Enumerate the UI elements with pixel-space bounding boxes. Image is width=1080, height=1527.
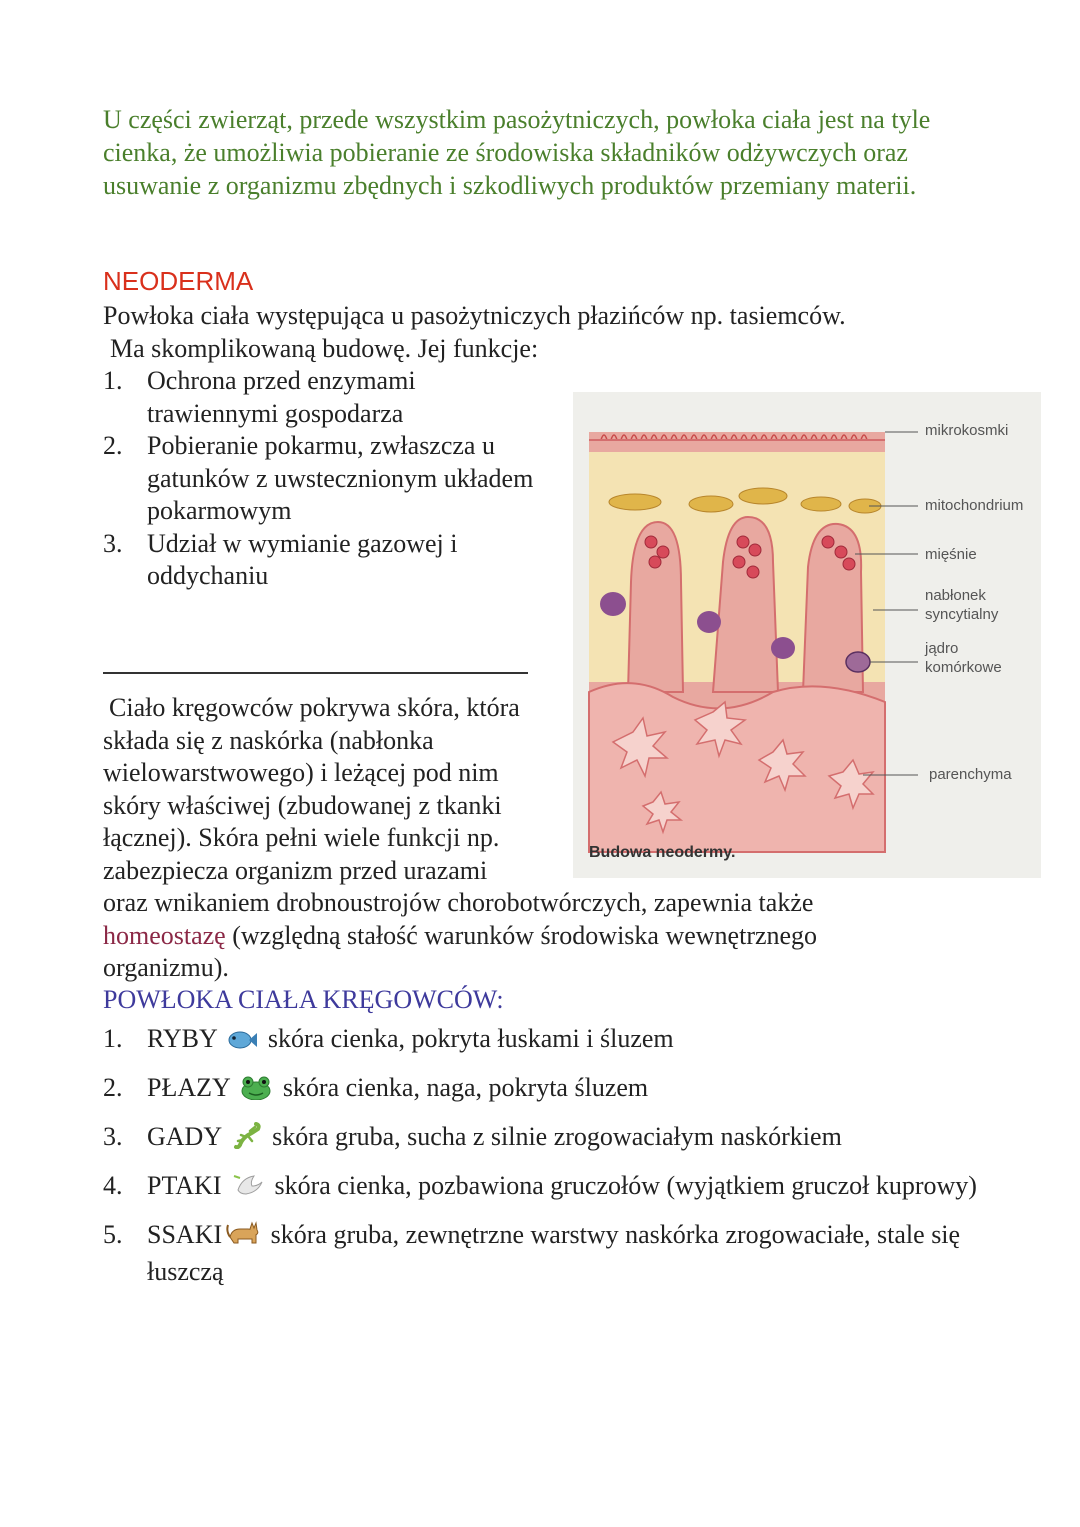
label-mikrokosmki: mikrokosmki xyxy=(925,422,1009,439)
neoderma-heading: NEODERMA xyxy=(103,266,254,296)
list-number: 1. xyxy=(103,1024,123,1053)
class-description: skóra cienka, pozbawiona gruczołów (wyjątkiem gruczoł kuprowy) xyxy=(274,1171,977,1200)
vertebrate-skin-heading: POWŁOKA CIAŁA KRĘGOWCÓW: xyxy=(103,985,504,1014)
list-item xyxy=(103,430,543,528)
list-number: 3. xyxy=(103,1122,123,1151)
cat-icon xyxy=(226,1219,260,1255)
list-number: 4. xyxy=(103,1171,123,1200)
vertebrate-skin-list xyxy=(103,1022,983,1300)
divider xyxy=(103,672,528,674)
class-name: SSAKI xyxy=(147,1220,223,1249)
class-name: GADY xyxy=(147,1122,222,1151)
list-item xyxy=(103,1120,983,1157)
list-number: 2. xyxy=(103,1073,123,1102)
list-item xyxy=(103,365,543,430)
list-text xyxy=(147,1120,983,1157)
list-item xyxy=(103,1022,983,1059)
frog-icon xyxy=(240,1075,272,1108)
list-number: 5. xyxy=(103,1220,123,1249)
list-number: 1. xyxy=(103,366,123,395)
figure-caption: Budowa neodermy. xyxy=(589,844,736,861)
label-nablonek: nabłonek xyxy=(925,587,986,604)
neoderma-description: Powłoka ciała występująca u pasożytniczych płazińców np. tasiemców. xyxy=(103,301,846,330)
list-number: 3. xyxy=(103,528,123,558)
neoderma-functions-intro: Ma skomplikowaną budowę. Jej funkcje: xyxy=(110,334,539,363)
list-item xyxy=(103,1169,983,1206)
list-item xyxy=(103,1071,983,1108)
class-description: skóra cienka, pokryta łuskami i śluzem xyxy=(267,1024,674,1053)
class-description: skóra gruba, zewnętrzne warstwy naskórka zrogowaciałe, stale się łuszczą xyxy=(147,1220,961,1286)
list-item xyxy=(103,1218,983,1288)
list-number: 2. xyxy=(103,431,123,460)
class-name: PŁAZY xyxy=(147,1073,230,1102)
list-text xyxy=(147,1169,983,1206)
label-miesnie: mięśnie xyxy=(925,546,977,563)
label-syncytialny: syncytialny xyxy=(925,606,999,623)
list-text: Pobieranie pokarmu, zwłaszcza u gatunków z uwstecznionym układem pokarmowym xyxy=(147,431,534,525)
class-name: PTAKI xyxy=(147,1171,222,1200)
list-text xyxy=(147,1218,983,1288)
list-text: Udział w wymianie gazowej i oddychaniu xyxy=(147,528,458,590)
list-text xyxy=(147,1071,983,1108)
neoderma-functions-list xyxy=(103,365,543,593)
list-text xyxy=(147,1022,983,1059)
label-komorkowe: komórkowe xyxy=(925,659,1002,676)
label-parenchyma: parenchyma xyxy=(929,766,1012,783)
lizard-icon xyxy=(232,1121,262,1157)
list-text: Ochrona przed enzymami trawiennymi gospodarza xyxy=(147,366,416,428)
class-description: skóra gruba, sucha z silnie zrogowaciałym naskórkiem xyxy=(272,1122,842,1151)
homeostasis-term: homeostazę xyxy=(103,920,226,950)
list-item xyxy=(103,528,543,593)
skin-paragraph xyxy=(103,692,883,985)
label-mitochondrium: mitochondrium xyxy=(925,497,1024,514)
float-spacer xyxy=(523,692,883,882)
intro-paragraph: U części zwierząt, przede wszystkim pasożytniczych, powłoka ciała jest na tyle cienka, że umożliwia pobieranie ze środowiska składników odżywczych oraz usuwanie z organizmu zbędnych i szkodliwych produktów przemiany materii. xyxy=(103,105,931,200)
skin-text-before: Ciało kręgowców pokrywa skóra, która składa się z naskórka (nabłonka wielowarstwowego) i leżącej pod nim skóry właściwej (zbudowanej z tkanki łącznej). Skóra pełni wiele funkcji np. zabezpiecza organizm przed urazami oraz wnikaniem drobnoustrojów chorobotwórczych, zapewnia także xyxy=(103,693,814,917)
skin-text-after: (względną stałość warunków środowiska wewnętrznego organizmu). xyxy=(103,920,818,982)
label-jadro: jądro xyxy=(925,640,959,657)
dove-icon xyxy=(232,1170,264,1206)
class-description: skóra cienka, naga, pokryta śluzem xyxy=(282,1073,649,1102)
class-name: RYBY xyxy=(147,1024,217,1053)
fish-icon xyxy=(227,1026,257,1059)
